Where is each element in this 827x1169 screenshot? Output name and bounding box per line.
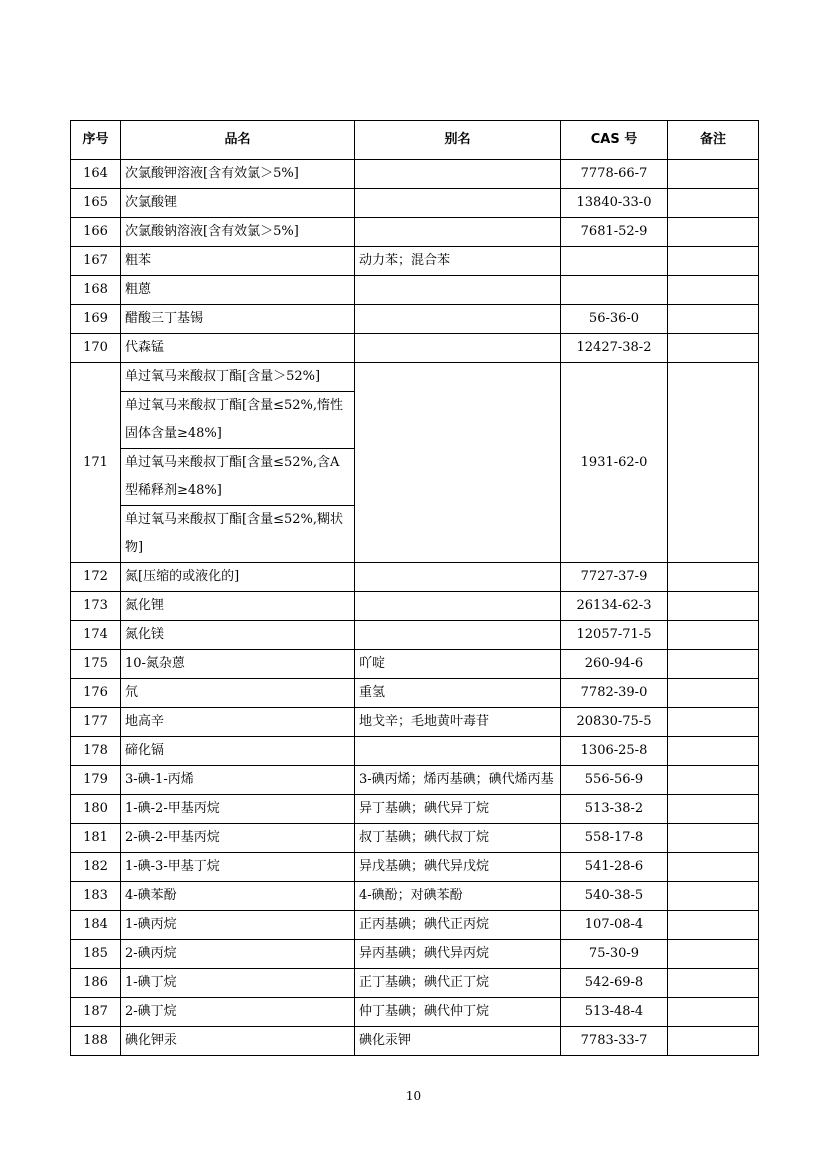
- cell-note: [668, 708, 759, 737]
- cell-no: 177: [71, 708, 121, 737]
- cell-alias: 3-碘丙烯；烯丙基碘；碘代烯丙基: [355, 766, 561, 795]
- cell-alias: [355, 218, 561, 247]
- cell-name: 氮化锂: [121, 592, 355, 621]
- cell-name: 4-碘苯酚: [121, 882, 355, 911]
- cell-name: 1-碘丁烷: [121, 969, 355, 998]
- cell-note: [668, 592, 759, 621]
- cell-name-variant: 单过氧马来酸叔丁酯[含量≤52%,糊状物]: [125, 512, 343, 555]
- cell-alias: [355, 276, 561, 305]
- cell-no: 170: [71, 334, 121, 363]
- cell-cas: [561, 276, 668, 305]
- cell-note: [668, 882, 759, 911]
- cell-no: 171: [71, 363, 121, 563]
- cell-alias: 仲丁基碘；碘代仲丁烷: [355, 998, 561, 1027]
- cell-name: 10-氮杂蒽: [121, 650, 355, 679]
- cell-no: 187: [71, 998, 121, 1027]
- cell-name: 粗蒽: [121, 276, 355, 305]
- cell-alias: 碘化汞钾: [355, 1027, 561, 1056]
- cell-note: [668, 276, 759, 305]
- table-body-second: [71, 563, 759, 1056]
- cell-name-variant: 单过氧马来酸叔丁酯[含量≤52%,惰性固体含量≥48%]: [121, 392, 354, 449]
- cell-alias: [355, 189, 561, 218]
- table-body-first: [71, 160, 759, 363]
- cell-name: 3-碘-1-丙烯: [121, 766, 355, 795]
- cell-cas: 12057-71-5: [561, 621, 668, 650]
- table-row: [71, 592, 759, 621]
- cell-alias: [355, 305, 561, 334]
- cell-note: [668, 998, 759, 1027]
- cell-alias: [355, 363, 561, 563]
- cell-note: [668, 189, 759, 218]
- table-row-171: [71, 363, 759, 563]
- cell-cas: 260-94-6: [561, 650, 668, 679]
- cell-note: [668, 911, 759, 940]
- cell-cas: 7681-52-9: [561, 218, 668, 247]
- table-row: [71, 679, 759, 708]
- cell-note: [668, 766, 759, 795]
- header-note: 备注: [668, 121, 759, 160]
- cell-no: 176: [71, 679, 121, 708]
- cell-name: 2-碘丙烷: [121, 940, 355, 969]
- cell-cas: 7783-33-7: [561, 1027, 668, 1056]
- table-row: [71, 853, 759, 882]
- table-row: [71, 650, 759, 679]
- cell-alias: 动力苯；混合苯: [355, 247, 561, 276]
- table-row: [71, 1027, 759, 1056]
- cell-cas: [561, 247, 668, 276]
- cell-no: 181: [71, 824, 121, 853]
- table-row: [71, 160, 759, 189]
- cell-alias: [355, 160, 561, 189]
- header-cas: CAS 号: [561, 121, 668, 160]
- table-row: [71, 708, 759, 737]
- table-row: [71, 882, 759, 911]
- cell-note: [668, 650, 759, 679]
- cell-cas: 540-38-5: [561, 882, 668, 911]
- cell-note: [668, 737, 759, 766]
- table-row: [71, 563, 759, 592]
- cell-no: 166: [71, 218, 121, 247]
- cell-cas: 558-17-8: [561, 824, 668, 853]
- cell-name: 地高辛: [121, 708, 355, 737]
- cell-alias: 正丁基碘；碘代正丁烷: [355, 969, 561, 998]
- cell-name-variant: 单过氧马来酸叔丁酯[含量≤52%,含A 型稀释剂≥48%]: [121, 449, 354, 506]
- cell-alias: 地戈辛；毛地黄叶毒苷: [355, 708, 561, 737]
- cell-cas: 1931-62-0: [561, 363, 668, 563]
- cell-cas: 56-36-0: [561, 305, 668, 334]
- cell-note: [668, 679, 759, 708]
- cell-cas: 1306-25-8: [561, 737, 668, 766]
- table-header-row: [71, 121, 759, 160]
- cell-no: 184: [71, 911, 121, 940]
- cell-no: 167: [71, 247, 121, 276]
- cell-name: 1-碘-2-甲基丙烷: [121, 795, 355, 824]
- cell-no: 164: [71, 160, 121, 189]
- cell-note: [668, 969, 759, 998]
- cell-cas: 12427-38-2: [561, 334, 668, 363]
- page-number: 10: [405, 1089, 422, 1103]
- cell-no: 179: [71, 766, 121, 795]
- cell-no: 182: [71, 853, 121, 882]
- cell-alias: [355, 621, 561, 650]
- cell-no: 185: [71, 940, 121, 969]
- table-row: [71, 247, 759, 276]
- cell-note: [668, 218, 759, 247]
- cell-name: 粗苯: [121, 247, 355, 276]
- cell-name: 代森锰: [121, 334, 355, 363]
- cell-note: [668, 563, 759, 592]
- cell-no: 174: [71, 621, 121, 650]
- cell-alias: [355, 334, 561, 363]
- table-row: [71, 334, 759, 363]
- cell-alias: [355, 737, 561, 766]
- cell-name: 次氯酸钠溶液[含有效氯＞5%]: [121, 218, 355, 247]
- cell-cas: 542-69-8: [561, 969, 668, 998]
- cell-alias: 叔丁基碘；碘代叔丁烷: [355, 824, 561, 853]
- cell-note: [668, 247, 759, 276]
- cell-alias: [355, 563, 561, 592]
- chemical-table: [70, 120, 759, 1056]
- header-name: 品名: [121, 121, 355, 160]
- table-row: [71, 621, 759, 650]
- cell-cas: 513-48-4: [561, 998, 668, 1027]
- cell-name-variant: 单过氧马来酸叔丁酯[含量＞52%]: [121, 363, 354, 392]
- cell-no: 169: [71, 305, 121, 334]
- cell-cas: 556-56-9: [561, 766, 668, 795]
- cell-alias: 正丙基碘；碘代正丙烷: [355, 911, 561, 940]
- table-row: [71, 911, 759, 940]
- cell-name: 次氯酸锂: [121, 189, 355, 218]
- cell-no: 173: [71, 592, 121, 621]
- cell-name: 氮化镁: [121, 621, 355, 650]
- cell-no: 186: [71, 969, 121, 998]
- table-row: [71, 940, 759, 969]
- cell-cas: 20830-75-5: [561, 708, 668, 737]
- cell-note: [668, 621, 759, 650]
- cell-no: 168: [71, 276, 121, 305]
- cell-note: [668, 853, 759, 882]
- cell-cas: 541-28-6: [561, 853, 668, 882]
- cell-note: [668, 940, 759, 969]
- cell-name: 1-碘丙烷: [121, 911, 355, 940]
- table-row: [71, 737, 759, 766]
- cell-cas: 107-08-4: [561, 911, 668, 940]
- table-row: [71, 969, 759, 998]
- table-row: [71, 189, 759, 218]
- cell-cas: 13840-33-0: [561, 189, 668, 218]
- cell-name: 氘: [121, 679, 355, 708]
- table-row: [71, 998, 759, 1027]
- cell-note: [668, 334, 759, 363]
- cell-cas: 7782-39-0: [561, 679, 668, 708]
- cell-note: [668, 795, 759, 824]
- cell-name: 2-碘-2-甲基丙烷: [121, 824, 355, 853]
- table-row: [71, 305, 759, 334]
- cell-name-group: [121, 363, 355, 563]
- cell-cas: 75-30-9: [561, 940, 668, 969]
- cell-note: [668, 824, 759, 853]
- cell-no: 172: [71, 563, 121, 592]
- cell-cas: 7727-37-9: [561, 563, 668, 592]
- cell-alias: 重氢: [355, 679, 561, 708]
- cell-no: 180: [71, 795, 121, 824]
- cell-note: [668, 160, 759, 189]
- cell-note: [668, 1027, 759, 1056]
- cell-alias: [355, 592, 561, 621]
- cell-name: 醋酸三丁基锡: [121, 305, 355, 334]
- cell-cas: 7778-66-7: [561, 160, 668, 189]
- cell-note: [668, 363, 759, 563]
- cell-name: 1-碘-3-甲基丁烷: [121, 853, 355, 882]
- cell-no: 188: [71, 1027, 121, 1056]
- cell-note: [668, 305, 759, 334]
- cell-no: 165: [71, 189, 121, 218]
- cell-cas: 513-38-2: [561, 795, 668, 824]
- cell-cas: 26134-62-3: [561, 592, 668, 621]
- table-row: [71, 218, 759, 247]
- table-row: [71, 824, 759, 853]
- cell-alias: 4-碘酚；对碘苯酚: [355, 882, 561, 911]
- cell-alias: 异丁基碘；碘代异丁烷: [355, 795, 561, 824]
- cell-no: 183: [71, 882, 121, 911]
- cell-alias: 吖啶: [355, 650, 561, 679]
- cell-name: 氮[压缩的或液化的]: [121, 563, 355, 592]
- table-row: [71, 766, 759, 795]
- cell-name: 碘化钾汞: [121, 1027, 355, 1056]
- cell-name: 2-碘丁烷: [121, 998, 355, 1027]
- cell-no: 175: [71, 650, 121, 679]
- table-row: [71, 276, 759, 305]
- table-body-row171: [71, 363, 759, 563]
- table-row: [71, 795, 759, 824]
- header-alias: 别名: [355, 121, 561, 160]
- cell-name: 次氯酸钾溶液[含有效氯＞5%]: [121, 160, 355, 189]
- cell-no: 178: [71, 737, 121, 766]
- cell-alias: 异丙基碘；碘代异丙烷: [355, 940, 561, 969]
- header-no: 序号: [71, 121, 121, 160]
- cell-name: 碲化镉: [121, 737, 355, 766]
- cell-alias: 异戊基碘；碘代异戊烷: [355, 853, 561, 882]
